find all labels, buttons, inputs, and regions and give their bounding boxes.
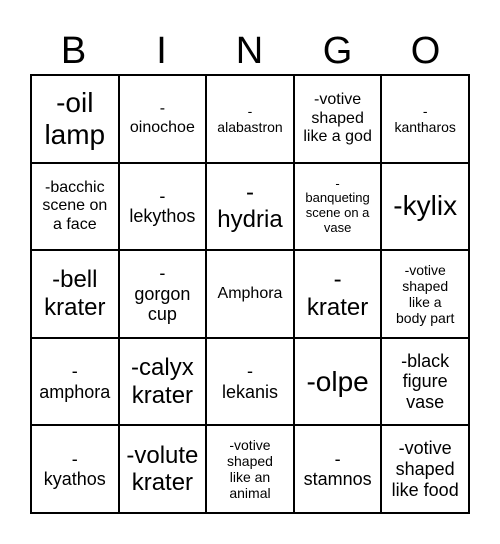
bingo-cell[interactable]: -oil lamp [31, 75, 119, 163]
header-letter-i: I [156, 30, 168, 72]
header-letter-b: B [60, 30, 88, 72]
bingo-cell[interactable]: -bell krater [31, 250, 119, 338]
bingo-cell[interactable]: -bacchic scene on a face [31, 163, 119, 251]
bingo-cell[interactable]: -volute krater [119, 425, 207, 513]
bingo-cell[interactable]: Amphora [206, 250, 294, 338]
bingo-cell[interactable]: - oinochoe [119, 75, 207, 163]
bingo-cell[interactable]: - lekythos [119, 163, 207, 251]
bingo-cell[interactable]: -votive shaped like an animal [206, 425, 294, 513]
bingo-grid [30, 74, 470, 514]
bingo-cell[interactable]: - gorgon cup [119, 250, 207, 338]
bingo-cell[interactable]: -votive shaped like a body part [381, 250, 469, 338]
bingo-cell[interactable]: -calyx krater [119, 338, 207, 426]
bingo-cell[interactable]: - kantharos [381, 75, 469, 163]
header-letter-o: O [410, 30, 442, 72]
bingo-cell[interactable]: - krater [294, 250, 382, 338]
bingo-cell[interactable]: -kylix [381, 163, 469, 251]
bingo-cell[interactable]: - alabastron [206, 75, 294, 163]
bingo-cell[interactable]: - kyathos [31, 425, 119, 513]
bingo-header [30, 28, 470, 74]
bingo-cell[interactable]: - banqueting scene on a vase [294, 163, 382, 251]
bingo-cell[interactable]: - amphora [31, 338, 119, 426]
bingo-cell[interactable]: - hydria [206, 163, 294, 251]
bingo-cell[interactable]: -votive shaped like food [381, 425, 469, 513]
bingo-cell[interactable]: - stamnos [294, 425, 382, 513]
bingo-cell[interactable]: - lekanis [206, 338, 294, 426]
header-letter-g: G [322, 30, 354, 72]
bingo-cell[interactable]: -olpe [294, 338, 382, 426]
bingo-cell[interactable]: -black figure vase [381, 338, 469, 426]
header-letter-n: N [235, 30, 265, 72]
bingo-cell[interactable]: -votive shaped like a god [294, 75, 382, 163]
